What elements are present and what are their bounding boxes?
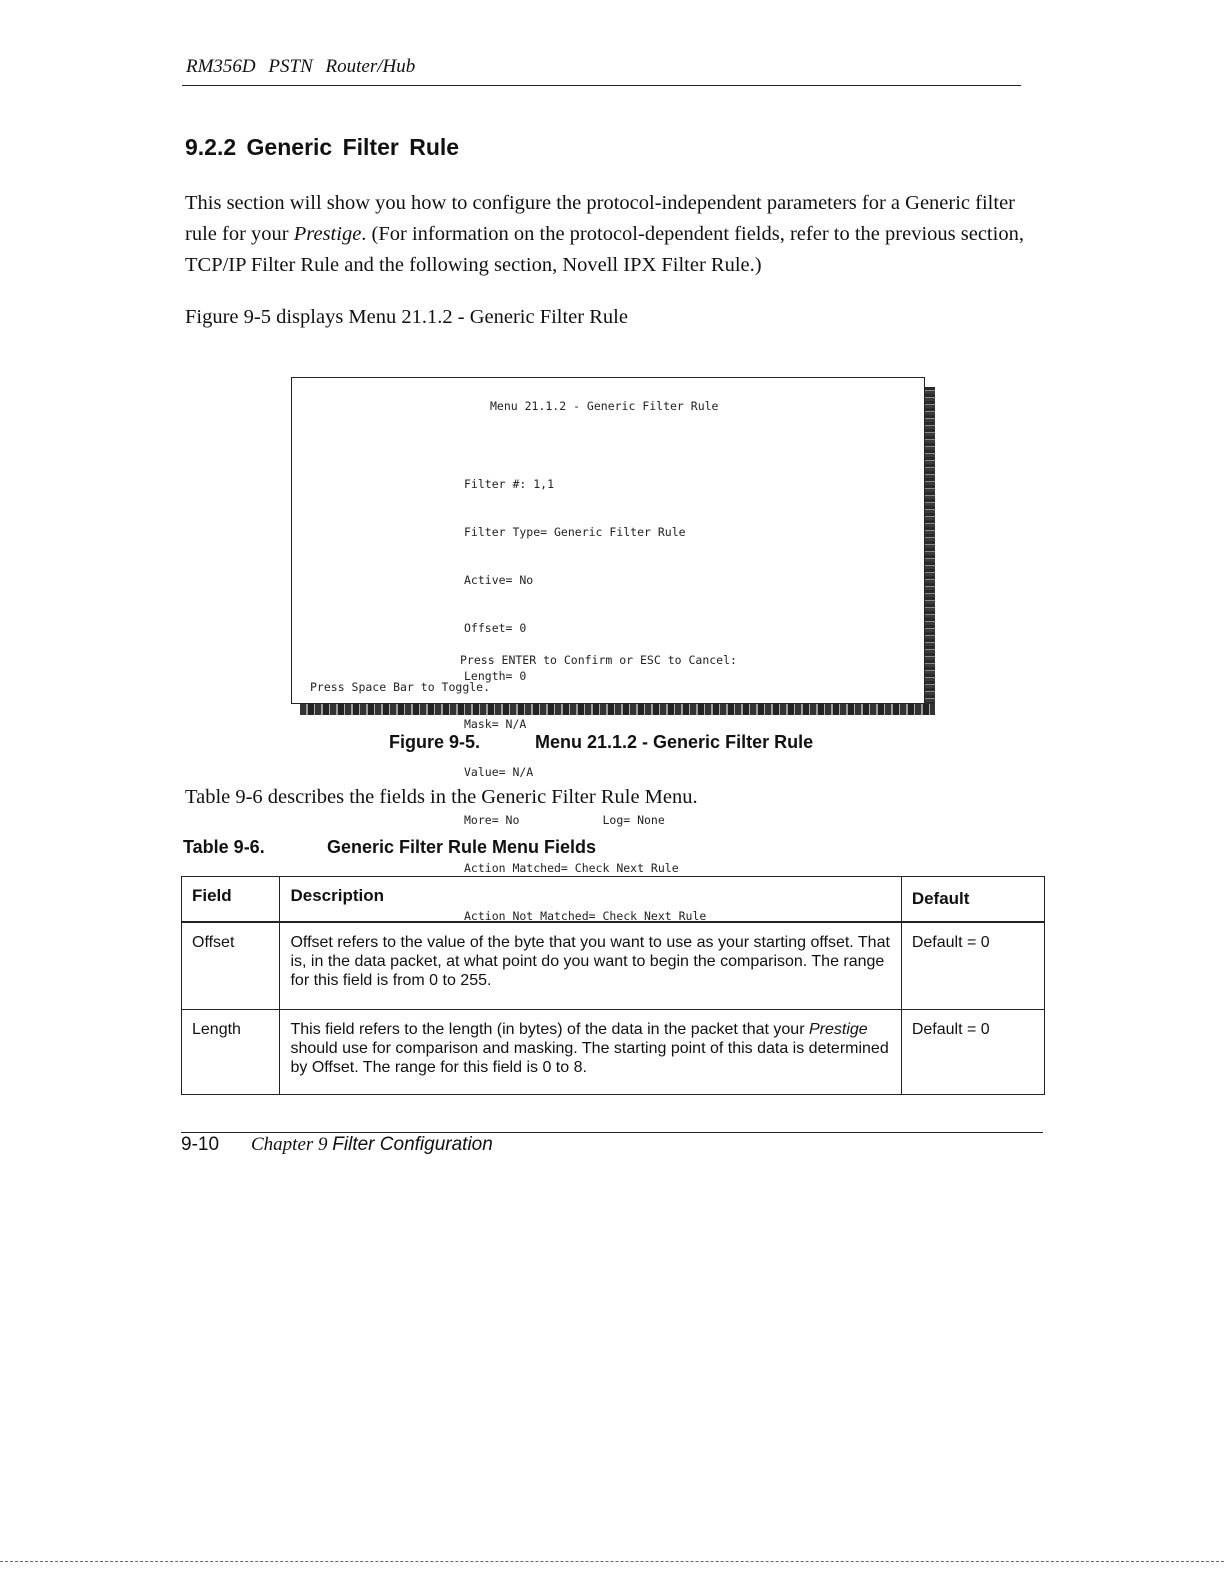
menu-field-more-log: More= No Log= None [464,813,665,827]
table-label: Table 9-6. [183,837,265,857]
menu-field-filter-type: Filter Type= Generic Filter Rule [464,525,686,539]
header-description: Description [280,877,901,923]
toggle-hint: Press Space Bar to Toggle. [310,680,491,694]
menu-title: Menu 21.1.2 - Generic Filter Rule [490,399,719,413]
scan-edge [0,1561,1224,1562]
figure-title: Menu 21.1.2 - Generic Filter Rule [535,732,814,752]
desc-text-1: This field refers to the length (in bytes) of the data in the packet that your [290,1021,809,1038]
figure-reference: Figure 9-5 displays Menu 21.1.2 - Generic Filter Rule [185,306,628,328]
menu-field-action-not-matched: Action Not Matched= Check Next Rule [464,909,707,923]
cell-default: Default = 0 [901,922,1044,1010]
menu-field-offset: Offset= 0 [464,621,527,635]
section-title: 9.2.2 Generic Filter Rule [185,134,460,160]
confirm-prompt: Press ENTER to Confirm or ESC to Cancel: [460,653,737,667]
header-rule [182,85,1021,86]
intro-paragraph [185,188,1045,281]
page-number: 9-10 [181,1134,220,1155]
screen-shadow-right [925,387,935,715]
menu-field-length: Length= 0 [464,669,527,683]
fields-table [181,876,1045,1095]
product-name: Prestige [808,1021,868,1038]
table-row [182,922,1045,1010]
footer-rule [181,1132,1043,1133]
figure-label: Figure 9-5. [389,732,481,752]
header-default: Default [901,877,1044,923]
menu-field-value: Value= N/A [464,765,534,779]
table-title: Generic Filter Rule Menu Fields [327,837,597,857]
chapter-number: Chapter 9 [251,1134,328,1155]
cell-default: Default = 0 [901,1010,1044,1095]
menu-field-mask: Mask= N/A [464,717,527,731]
table-row [182,1010,1045,1095]
running-header: RM356D PSTN Router/Hub [186,56,416,77]
intro-text-1: This section will show you how to configure the protocol-independent parameters for a Generic filter rule for your [185,192,1015,245]
cell-description [280,1010,901,1095]
cell-field: Length [182,1010,280,1095]
cell-description: Offset refers to the value of the byte that you want to use as your starting offset. That is, in the data packet, at what point do you want to begin the comparison. The range for this field is from 0 to 255. [280,922,901,1010]
menu-field-active: Active= No [464,573,534,587]
desc-text-2: should use for comparison and masking. The starting point of this data is determined by Offset. The range for this field is 0 to 8. [290,1040,889,1076]
product-name: Prestige [293,223,362,245]
menu-field-filter-number: Filter #: 1,1 [464,477,555,491]
table-reference: Table 9-6 describes the fields in the Generic Filter Rule Menu. [185,786,698,808]
chapter-title [251,1134,493,1156]
menu-field-action-matched: Action Matched= Check Next Rule [464,861,679,875]
cell-field: Offset [182,922,280,1010]
header-field: Field [182,877,280,923]
chapter-name: Filter Configuration [332,1134,493,1155]
intro-text-2: . (For information on the protocol-dependent fields, refer to the previous section, TCP/IP Filter Rule and the following section, Novell IPX Filter Rule.) [185,223,1024,276]
screen-shadow-bottom [300,704,935,715]
table-header-row [182,877,1045,923]
